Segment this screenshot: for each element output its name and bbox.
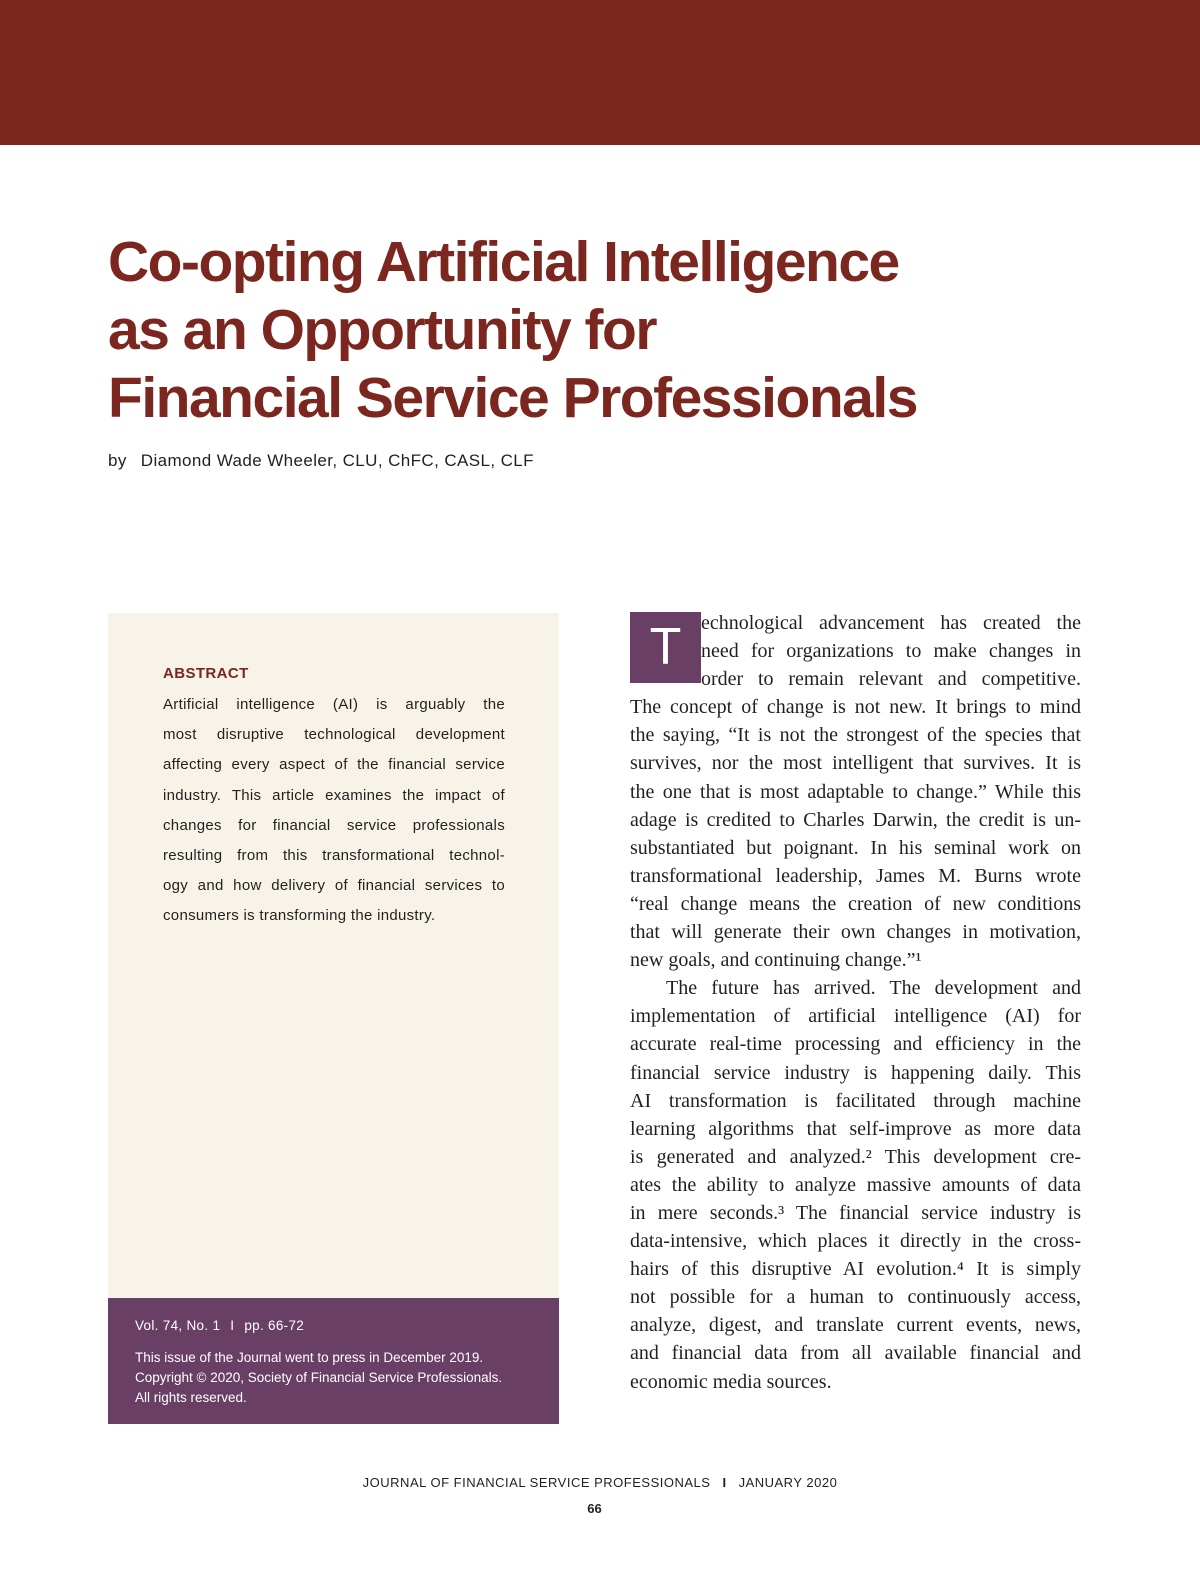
body-line: is generated and analyzed.² This development cre- <box>630 1145 1081 1168</box>
abstract-line: most disruptive technological development <box>163 726 505 744</box>
body-line: survives, nor the most intelligent that survives. It is <box>630 752 1081 775</box>
title-line: as an Opportunity for <box>108 298 657 362</box>
volume-number: Vol. 74, No. 1 <box>135 1318 221 1333</box>
issue-date: JANUARY 2020 <box>738 1475 838 1490</box>
journal-name: JOURNAL OF FINANCIAL SERVICE PROFESSIONALS <box>362 1475 711 1490</box>
abstract-line: industry. This article examines the impact of <box>163 786 505 804</box>
body-line: that will generate their own changes in motivation, <box>630 921 1081 944</box>
body-line: hairs of this disruptive AI evolution.⁴ It is simply <box>630 1258 1081 1281</box>
body-line: adage is credited to Charles Darwin, the credit is un- <box>630 808 1081 831</box>
title-line: Financial Service Professionals <box>108 366 917 430</box>
body-line: implementation of artificial intelligence (AI) for <box>630 1005 1081 1028</box>
body-line: The future has arrived. The development and <box>666 977 1081 1000</box>
title-line: Co-opting Artificial Intelligence <box>108 230 899 294</box>
abstract-line: changes for financial service professionals <box>163 816 505 834</box>
volume-separator: I <box>230 1318 235 1333</box>
body-line: substantiated but poignant. In his seminal work on <box>630 836 1081 859</box>
body-line: echnological advancement has created the <box>701 612 1081 634</box>
body-line: economic media sources. <box>630 1370 832 1393</box>
article-body <box>630 609 1081 1396</box>
body-line: not possible for a human to continuously access, <box>630 1286 1081 1309</box>
abstract-line: consumers is transforming the industry. <box>163 907 436 925</box>
body-line: and financial data from all available financial and <box>630 1342 1081 1365</box>
body-line: ates the ability to analyze massive amounts of data <box>630 1173 1081 1196</box>
author-name: Diamond Wade Wheeler, CLU, ChFC, CASL, CLF <box>140 451 534 470</box>
page-range: pp. 66-72 <box>244 1318 305 1333</box>
byline <box>108 451 534 471</box>
article-title <box>108 228 1008 432</box>
body-line: the saying, “It is not the strongest of the species that <box>630 724 1081 747</box>
copyright-line: All rights reserved. <box>135 1390 247 1405</box>
abstract-line: Artificial intelligence (AI) is arguably the <box>163 696 505 713</box>
byline-prefix: by <box>108 451 127 470</box>
body-line: accurate real-time processing and efficiency in the <box>630 1033 1081 1056</box>
abstract-line: affecting every aspect of the financial service <box>163 756 505 774</box>
body-line: “real change means the creation of new conditions <box>630 892 1081 915</box>
running-footer <box>0 1475 1200 1490</box>
copyright-note <box>135 1348 502 1408</box>
footer-separator: I <box>722 1475 727 1490</box>
abstract-heading: ABSTRACT <box>163 665 249 682</box>
body-line: order to remain relevant and competitive. <box>701 668 1081 691</box>
body-line: the one that is most adaptable to change.” While this <box>630 780 1081 803</box>
body-line: AI transformation is facilitated through machine <box>630 1089 1081 1112</box>
abstract-line: resulting from this transformational technol- <box>163 846 505 864</box>
body-line: data-intensive, which places it directly in the cross- <box>630 1230 1081 1253</box>
drop-cap: T <box>630 612 701 683</box>
body-line: new goals, and continuing change.”¹ <box>630 949 922 972</box>
body-line: analyze, digest, and translate current events, news, <box>630 1314 1081 1337</box>
header-color-band <box>0 0 1200 145</box>
body-line: transformational leadership, James M. Burns wrote <box>630 864 1081 887</box>
body-line: The concept of change is not new. It brings to mind <box>630 696 1081 719</box>
body-line: need for organizations to make changes in <box>701 640 1081 663</box>
copyright-line: This issue of the Journal went to press in December 2019. <box>135 1350 484 1365</box>
body-line: in mere seconds.³ The financial service industry is <box>630 1201 1081 1224</box>
abstract-text <box>163 690 505 932</box>
volume-info <box>135 1318 304 1333</box>
body-line: financial service industry is happening daily. This <box>630 1061 1081 1084</box>
body-line: learning algorithms that self-improve as more data <box>630 1117 1081 1140</box>
page-number: 66 <box>587 1501 602 1516</box>
copyright-line: Copyright © 2020, Society of Financial Service Professionals. <box>135 1370 503 1385</box>
abstract-line: ogy and how delivery of financial services to <box>163 877 505 895</box>
